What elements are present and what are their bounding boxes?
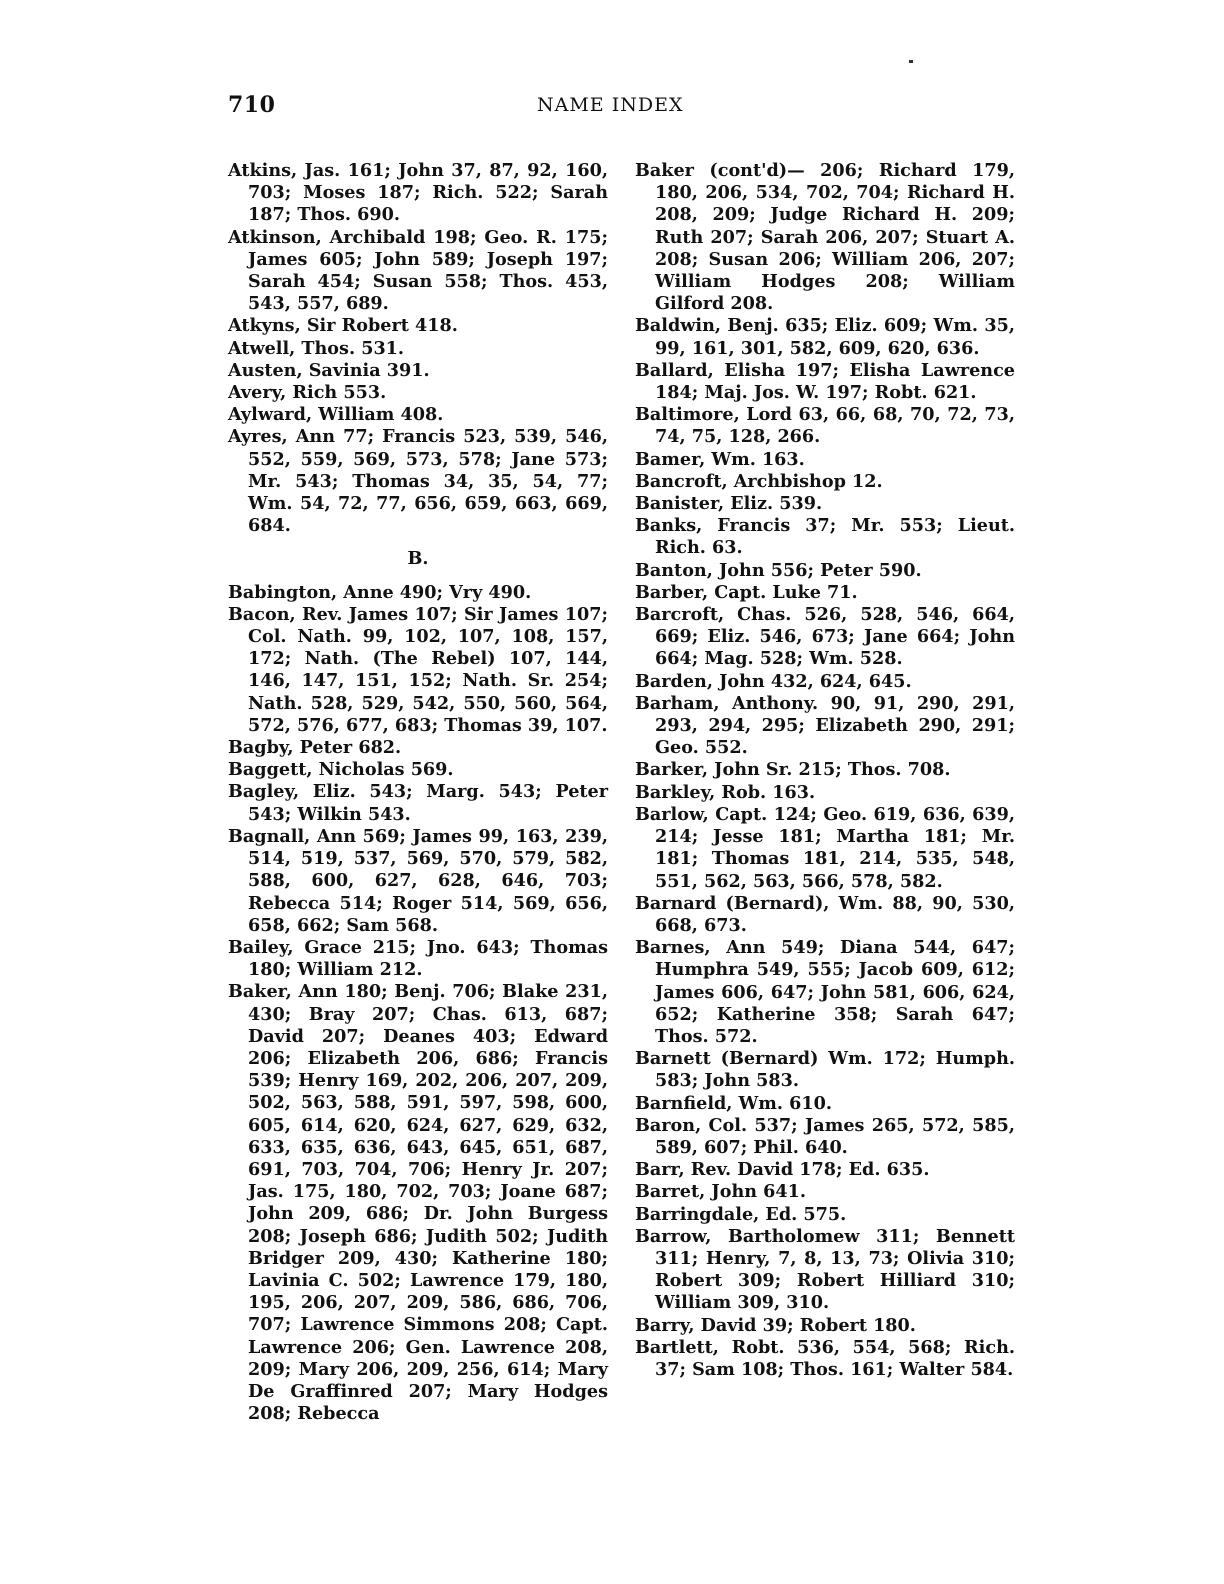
index-entry: Austen, Savinia 391. <box>228 359 430 381</box>
entries-a-list <box>228 160 608 537</box>
index-entry: Banister, Eliz. 539. <box>635 493 823 515</box>
index-entry: Bagby, Peter 682. <box>228 737 402 759</box>
index-entry: Baldwin, Benj. 635; Eliz. 609; Wm. 35, 99, 161, 301, 582, 609, 620, 636. <box>635 315 1015 359</box>
index-entry: Barham, Anthony. 90, 91, 290, 291, 293, 294, 295; Elizabeth 290, 291; Geo. 552. <box>635 692 1015 759</box>
index-entry: Bamer, Wm. 163. <box>635 448 805 470</box>
running-head: NAME INDEX <box>537 94 684 116</box>
index-entry: Barr, Rev. David 178; Ed. 635. <box>635 1159 930 1181</box>
index-entry: Atwell, Thos. 531. <box>228 337 405 359</box>
index-entry: Barret, John 641. <box>635 1181 806 1203</box>
entries-b-list <box>228 582 608 1426</box>
index-entry: Barrow, Bartholomew 311; Bennett 311; Henry, 7, 8, 13, 73; Olivia 310; Robert 309; Robert Hilliard 310; William 309, 310. <box>635 1225 1015 1314</box>
speck-mark <box>909 60 913 63</box>
index-entry: Baker (cont'd)— 206; Richard 179, 180, 206, 534, 702, 704; Richard H. 208, 209; Judge Richard H. 209; Ruth 207; Sarah 206, 207; Stuart A. 208; Susan 206; William 206, 207; William Hodges 208; William Gilford 208. <box>635 160 1015 315</box>
right-column <box>635 160 1015 1381</box>
index-entry: Atkins, Jas. 161; John 37, 87, 92, 160, 703; Moses 187; Rich. 522; Sarah 187; Thos. 690. <box>228 160 608 226</box>
index-entry: Bailey, Grace 215; Jno. 643; Thomas 180; William 212. <box>228 936 608 981</box>
index-entry: Baron, Col. 537; James 265, 572, 585, 589, 607; Phil. 640. <box>635 1114 1015 1158</box>
index-entry: Barnard (Bernard), Wm. 88, 90, 530, 668, 673. <box>635 892 1015 936</box>
index-entry: Barnfield, Wm. 610. <box>635 1092 833 1114</box>
right-entries-list <box>635 160 1015 1381</box>
index-entry: Barnes, Ann 549; Diana 544, 647; Humphra 549, 555; Jacob 609, 612; James 606, 647; John 581, 606, 624, 652; Katherine 358; Sarah 647; Thos. 572. <box>635 937 1015 1047</box>
index-entry: Barker, John Sr. 215; Thos. 708. <box>635 759 951 781</box>
index-entry: Ayres, Ann 77; Francis 523, 539, 546, 552, 559, 569, 573, 578; Jane 573; Mr. 543; Thomas 34, 35, 54, 77; Wm. 54, 72, 77, 656, 659, 663, 669, 684. <box>228 426 608 537</box>
index-entry: Bacon, Rev. James 107; Sir James 107; Col. Nath. 99, 102, 107, 108, 157, 172; Nath. (The Rebel) 107, 144, 146, 147, 151, 152; Nath. Sr. 254; Nath. 528, 529, 542, 550, 560, 564, 572, 576, 677, 683; Thomas 39, 107. <box>228 603 608 736</box>
index-entry: Bancroft, Archbishop 12. <box>635 470 883 492</box>
index-entry: Barlow, Capt. 124; Geo. 619, 636, 639, 214; Jesse 181; Martha 181; Mr. 181; Thomas 181, 214, 535, 548, 551, 562, 563, 566, 578, 582. <box>635 803 1015 892</box>
index-entry: Baltimore, Lord 63, 66, 68, 70, 72, 73, 74, 75, 128, 266. <box>635 404 1015 448</box>
index-entry: Ballard, Elisha 197; Elisha Lawrence 184; Maj. Jos. W. 197; Robt. 621. <box>635 359 1015 404</box>
index-entry: Bagnall, Ann 569; James 99, 163, 239, 514, 519, 537, 569, 570, 579, 582, 588, 600, 627, 628, 646, 703; Rebecca 514; Roger 514, 569, 656, 658, 662; Sam 568. <box>228 825 608 936</box>
index-entry: Baggett, Nicholas 569. <box>228 759 454 781</box>
index-entry: Barnett (Bernard) Wm. 172; Humph. 583; John 583. <box>635 1048 1015 1092</box>
index-entry: Atkyns, Sir Robert 418. <box>228 315 458 337</box>
index-entry: Banks, Francis 37; Mr. 553; Lieut. Rich. 63. <box>635 515 1015 559</box>
left-column <box>228 160 608 1425</box>
index-entry: Barkley, Rob. 163. <box>635 781 816 803</box>
index-entry: Aylward, William 408. <box>228 404 444 426</box>
index-entry: Baker, Ann 180; Benj. 706; Blake 231, 430; Bray 207; Chas. 613, 687; David 207; Deanes 403; Edward 206; Elizabeth 206, 686; Francis 539; Henry 169, 202, 206, 207, 209, 502, 563, 588, 591, 597, 598, 600, 605, 614, 620, 624, 627, 629, 632, 633, 635, 636, 643, 645, 651, 687, 691, 703, 704, 706; Henry Jr. 207; Jas. 175, 180, 702, 703; Joane 687; John 209, 686; Dr. John Burgess 208; Joseph 686; Judith 502; Judith Bridger 209, 430; Katherine 180; Lavinia C. 502; Lawrence 179, 180, 195, 206, 207, 209, 586, 686, 706, 707; Lawrence Simmons 208; Capt. Lawrence 206; Gen. Lawrence 208, 209; Mary 206, 209, 256, 614; Mary De Graffinred 207; Mary Hodges 208; Rebecca <box>228 981 608 1425</box>
page-number: 710 <box>228 92 276 118</box>
index-entry: Barden, John 432, 624, 645. <box>635 670 912 692</box>
index-entry: Banton, John 556; Peter 590. <box>635 559 922 581</box>
index-entry: Barcroft, Chas. 526, 528, 546, 664, 669; Eliz. 546, 673; Jane 664; John 664; Mag. 528; Wm. 528. <box>635 604 1015 670</box>
index-entry: Barry, David 39; Robert 180. <box>635 1314 916 1336</box>
index-entry: Atkinson, Archibald 198; Geo. R. 175; James 605; John 589; Joseph 197; Sarah 454; Susan 558; Thos. 453, 543, 557, 689. <box>228 226 608 315</box>
index-entry: Bartlett, Robt. 536, 554, 568; Rich. 37; Sam 108; Thos. 161; Walter 584. <box>635 1336 1015 1380</box>
index-entry: Barber, Capt. Luke 71. <box>635 581 858 603</box>
index-entry: Barringdale, Ed. 575. <box>635 1203 847 1225</box>
index-entry: Babington, Anne 490; Vry 490. <box>228 581 532 603</box>
index-entry: Avery, Rich 553. <box>228 382 387 404</box>
index-entry: Bagley, Eliz. 543; Marg. 543; Peter 543; Wilkin 543. <box>228 781 608 825</box>
section-heading-b: B. <box>407 548 429 570</box>
